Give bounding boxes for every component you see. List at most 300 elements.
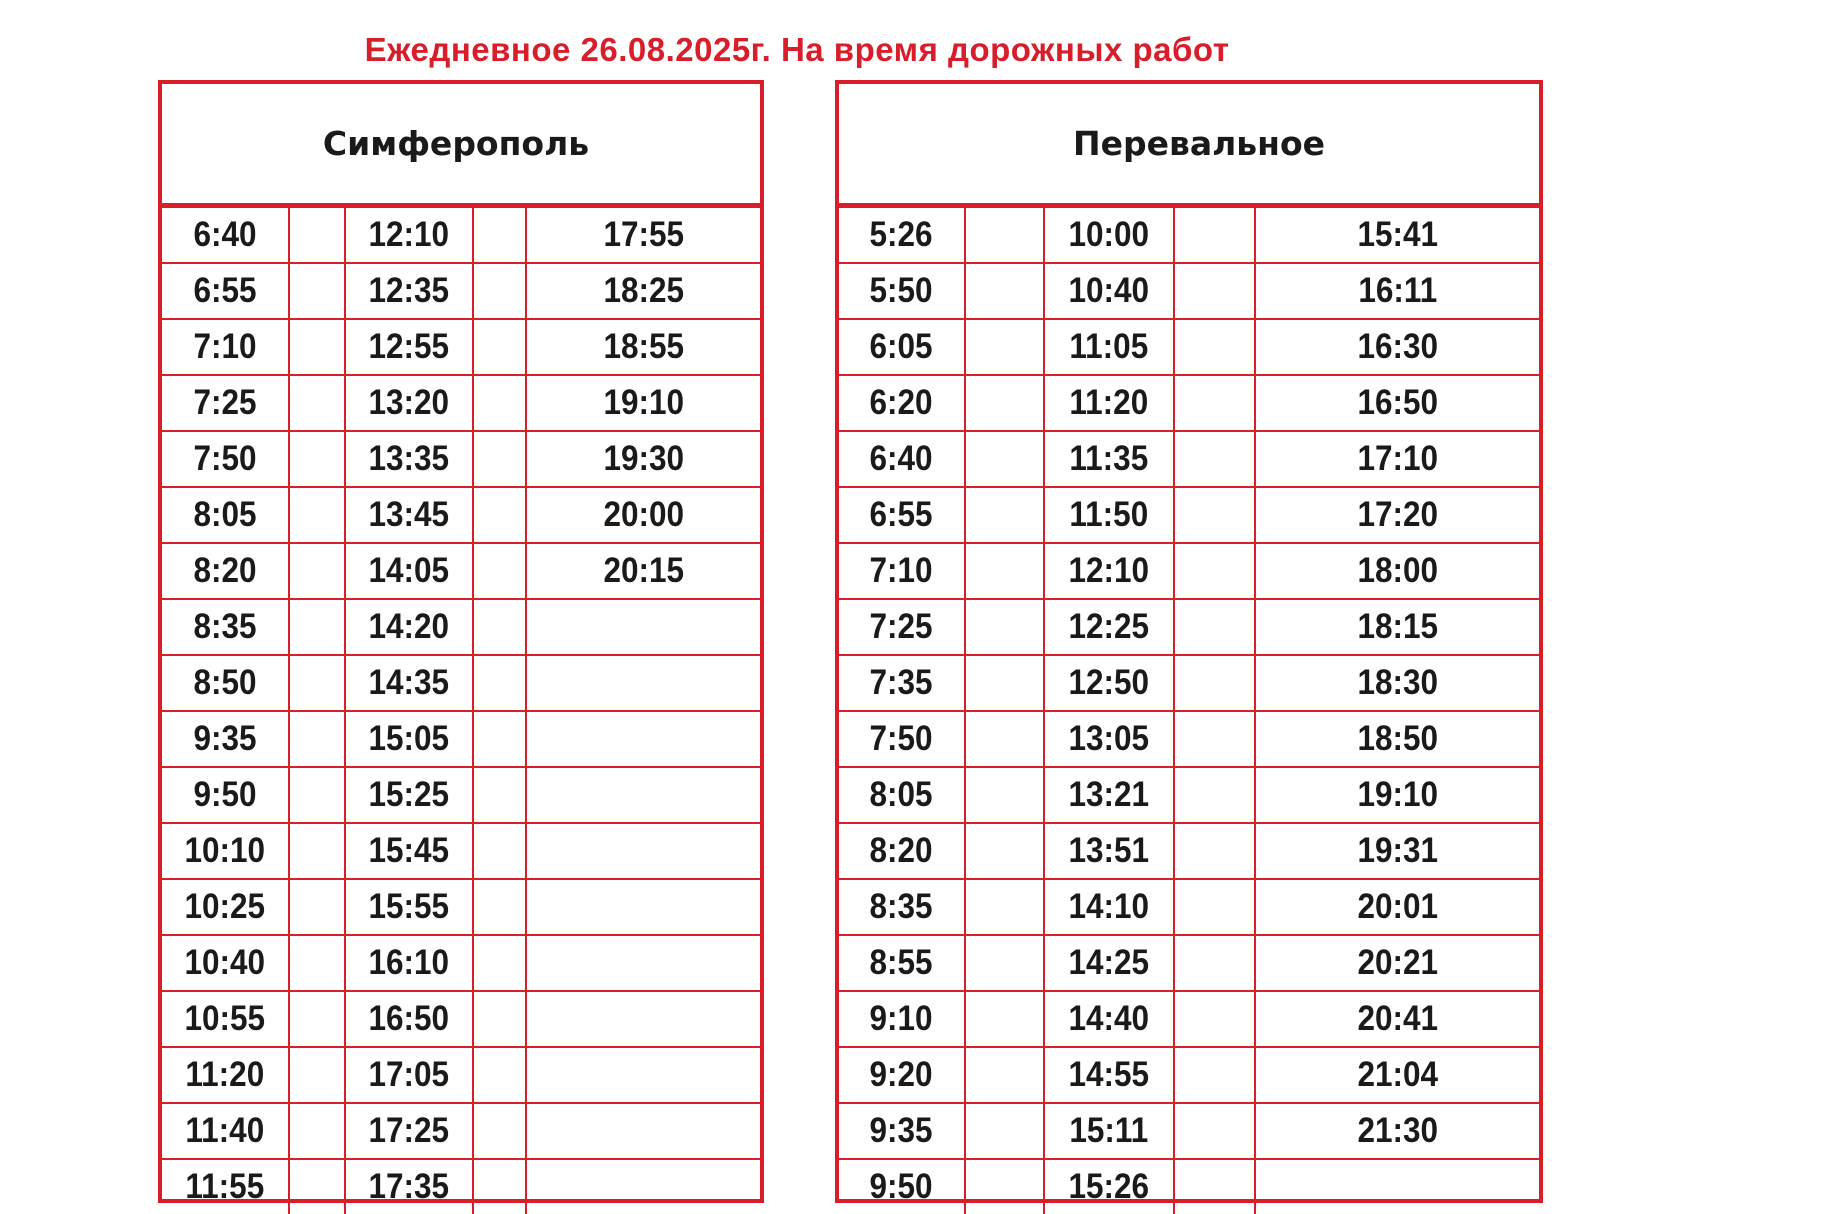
timetable-row <box>162 823 760 879</box>
departure-time: 15:45 <box>368 831 450 870</box>
timetable-row <box>162 263 760 319</box>
spacer-cell <box>473 487 526 543</box>
spacer-cell <box>289 487 345 543</box>
spacer-cell <box>1174 655 1255 711</box>
timetable-row <box>839 879 1539 935</box>
departure-time: 19:31 <box>1357 831 1438 870</box>
time-cell <box>1044 431 1174 487</box>
spacer-cell <box>473 1047 526 1103</box>
spacer-cell <box>1174 375 1255 431</box>
departure-time: 9:20 <box>869 1055 934 1094</box>
time-cell <box>526 319 760 375</box>
departure-time: 16:10 <box>368 943 450 982</box>
time-cell <box>526 431 760 487</box>
timetable-row <box>162 319 760 375</box>
spacer-cell <box>289 543 345 599</box>
departure-time: 14:55 <box>1068 1055 1150 1094</box>
departure-time: 10:25 <box>184 887 266 926</box>
departure-time: 17:10 <box>1357 439 1438 478</box>
time-cell <box>162 375 289 431</box>
time-cell <box>839 1047 965 1103</box>
spacer-cell <box>965 319 1044 375</box>
time-cell <box>345 1047 473 1103</box>
time-cell <box>345 1103 473 1159</box>
departure-time: 13:45 <box>368 495 450 534</box>
spacer-cell <box>289 935 345 991</box>
departure-time: 5:26 <box>869 215 934 254</box>
departure-time: 9:50 <box>869 1167 934 1206</box>
departure-time: 11:20 <box>1069 383 1149 422</box>
timetable-row <box>839 375 1539 431</box>
spacer-cell <box>473 208 526 263</box>
time-cell <box>839 208 965 263</box>
departure-time: 8:05 <box>869 775 934 814</box>
spacer-cell <box>473 319 526 375</box>
time-cell <box>526 487 760 543</box>
departure-time: 16:50 <box>368 999 450 1038</box>
departure-time: 12:10 <box>1068 551 1150 590</box>
time-cell <box>526 655 760 711</box>
departure-time: 11:50 <box>1069 495 1149 534</box>
spacer-cell <box>473 1159 526 1214</box>
time-cell <box>526 375 760 431</box>
departure-time: 6:20 <box>869 383 934 422</box>
timetable-row <box>162 1103 760 1159</box>
spacer-cell <box>473 767 526 823</box>
time-cell <box>839 879 965 935</box>
departure-time: 12:55 <box>368 327 450 366</box>
time-cell <box>1044 375 1174 431</box>
time-cell <box>1044 543 1174 599</box>
time-cell <box>345 1159 473 1214</box>
departure-time: 9:10 <box>869 999 934 1038</box>
time-cell <box>1255 487 1539 543</box>
departure-time: 12:10 <box>368 215 450 254</box>
departure-time: 11:40 <box>185 1111 265 1150</box>
time-cell <box>1044 879 1174 935</box>
time-cell <box>839 767 965 823</box>
spacer-cell <box>473 879 526 935</box>
departure-time: 13:05 <box>1068 719 1150 758</box>
timetable-row <box>839 263 1539 319</box>
departure-time: 7:25 <box>193 383 257 422</box>
spacer-cell <box>965 1159 1044 1214</box>
spacer-cell <box>473 991 526 1047</box>
spacer-cell <box>473 263 526 319</box>
departure-time: 15:26 <box>1068 1167 1150 1206</box>
time-cell <box>526 879 760 935</box>
departure-time: 19:10 <box>1357 775 1438 814</box>
time-cell <box>345 823 473 879</box>
departure-time: 13:35 <box>368 439 450 478</box>
spacer-cell <box>1174 1159 1255 1214</box>
departure-time: 11:05 <box>1069 327 1149 366</box>
timetable-row <box>162 599 760 655</box>
departure-time: 21:04 <box>1357 1055 1438 1094</box>
schedule-title: Ежедневное 26.08.2025г. На время дорожных работ <box>364 31 1230 68</box>
spacer-cell <box>1174 991 1255 1047</box>
time-cell <box>526 543 760 599</box>
time-cell <box>839 375 965 431</box>
spacer-cell <box>965 375 1044 431</box>
time-cell <box>345 319 473 375</box>
departure-time: 15:11 <box>1069 1111 1149 1150</box>
time-cell <box>162 319 289 375</box>
time-cell <box>162 487 289 543</box>
time-cell <box>1044 655 1174 711</box>
time-cell <box>162 1047 289 1103</box>
time-cell <box>1044 1103 1174 1159</box>
timetable-row <box>162 711 760 767</box>
time-cell <box>1255 655 1539 711</box>
time-cell <box>1044 1047 1174 1103</box>
spacer-cell <box>1174 599 1255 655</box>
timetable-row <box>162 879 760 935</box>
time-cell <box>162 599 289 655</box>
time-cell <box>839 599 965 655</box>
departure-time: 20:01 <box>1357 887 1438 926</box>
departure-time: 8:05 <box>193 495 257 534</box>
time-cell <box>1044 319 1174 375</box>
spacer-cell <box>289 655 345 711</box>
departure-time: 12:50 <box>1068 663 1150 702</box>
time-cell <box>345 208 473 263</box>
timetable-row <box>839 711 1539 767</box>
time-cell <box>345 711 473 767</box>
timetable-row <box>162 208 760 263</box>
spacer-cell <box>1174 431 1255 487</box>
time-cell <box>345 879 473 935</box>
time-cell <box>1255 431 1539 487</box>
spacer-cell <box>965 263 1044 319</box>
time-cell <box>162 1159 289 1214</box>
spacer-cell <box>1174 1103 1255 1159</box>
spacer-cell <box>965 487 1044 543</box>
spacer-cell <box>473 935 526 991</box>
departure-time: 18:30 <box>1357 663 1438 702</box>
time-cell <box>1255 711 1539 767</box>
spacer-cell <box>473 823 526 879</box>
spacer-cell <box>965 711 1044 767</box>
departure-time: 19:30 <box>603 439 684 478</box>
departure-time: 13:21 <box>1068 775 1150 814</box>
timetable-row <box>839 935 1539 991</box>
departure-time: 9:35 <box>869 1111 934 1150</box>
time-cell <box>839 711 965 767</box>
departure-time: 5:50 <box>869 271 934 310</box>
spacer-cell <box>289 431 345 487</box>
spacer-cell <box>289 711 345 767</box>
timetable-row <box>839 991 1539 1047</box>
departure-time: 18:15 <box>1357 607 1438 646</box>
time-cell <box>839 823 965 879</box>
time-cell <box>1255 1047 1539 1103</box>
time-cell <box>1255 375 1539 431</box>
departure-time: 13:51 <box>1068 831 1150 870</box>
spacer-cell <box>473 655 526 711</box>
time-cell <box>839 655 965 711</box>
departure-time: 15:41 <box>1357 215 1438 254</box>
spacer-cell <box>289 319 345 375</box>
spacer-cell <box>289 1047 345 1103</box>
departure-time: 16:11 <box>1358 271 1437 310</box>
time-cell <box>345 431 473 487</box>
time-cell <box>839 263 965 319</box>
departure-time: 19:10 <box>603 383 684 422</box>
spacer-cell <box>289 823 345 879</box>
departure-time: 20:21 <box>1357 943 1438 982</box>
spacer-cell <box>965 431 1044 487</box>
time-cell <box>345 263 473 319</box>
spacer-cell <box>473 599 526 655</box>
spacer-cell <box>1174 263 1255 319</box>
time-cell <box>1255 823 1539 879</box>
panel-simferopol <box>158 80 764 1206</box>
departure-time: 11:35 <box>1069 439 1149 478</box>
time-cell <box>345 767 473 823</box>
time-cell <box>1255 935 1539 991</box>
spacer-cell <box>473 711 526 767</box>
timetable-row <box>839 319 1539 375</box>
time-cell <box>162 208 289 263</box>
time-cell <box>1044 991 1174 1047</box>
departure-time: 15:05 <box>368 719 450 758</box>
panel-perevalnoe <box>835 80 1543 1206</box>
timetable-row <box>162 431 760 487</box>
timetable-row <box>162 1047 760 1103</box>
departure-time: 20:00 <box>603 495 684 534</box>
departure-time: 7:50 <box>869 719 934 758</box>
time-cell <box>345 487 473 543</box>
time-cell <box>839 431 965 487</box>
time-cell <box>526 263 760 319</box>
timetable-row <box>162 543 760 599</box>
departure-time: 8:35 <box>869 887 934 926</box>
time-cell <box>1044 208 1174 263</box>
time-cell <box>1255 1159 1539 1214</box>
spacer-cell <box>965 543 1044 599</box>
timetable-row <box>162 1159 760 1214</box>
time-cell <box>839 487 965 543</box>
departure-time: 9:50 <box>193 775 257 814</box>
time-cell <box>1044 263 1174 319</box>
time-cell <box>839 1159 965 1214</box>
departure-time: 14:05 <box>368 551 450 590</box>
time-cell <box>345 599 473 655</box>
spacer-cell <box>965 823 1044 879</box>
time-cell <box>162 1103 289 1159</box>
spacer-cell <box>289 599 345 655</box>
timetable-row <box>839 1159 1539 1214</box>
time-cell <box>1255 543 1539 599</box>
departure-time: 10:55 <box>184 999 266 1038</box>
spacer-cell <box>473 1103 526 1159</box>
time-cell <box>1255 599 1539 655</box>
departure-time: 18:00 <box>1357 551 1438 590</box>
time-cell <box>1255 767 1539 823</box>
timetable-row <box>839 1103 1539 1159</box>
spacer-cell <box>289 208 345 263</box>
time-cell <box>1044 823 1174 879</box>
time-cell <box>526 1159 760 1214</box>
time-cell <box>839 1103 965 1159</box>
timetable-row <box>162 375 760 431</box>
time-cell <box>162 767 289 823</box>
timetable-row <box>839 543 1539 599</box>
spacer-cell <box>965 1103 1044 1159</box>
spacer-cell <box>1174 319 1255 375</box>
time-cell <box>526 991 760 1047</box>
timetable-row <box>162 991 760 1047</box>
time-cell <box>162 431 289 487</box>
departure-time: 7:35 <box>869 663 934 702</box>
spacer-cell <box>473 375 526 431</box>
departure-time: 10:00 <box>1068 215 1150 254</box>
departure-time: 10:10 <box>184 831 266 870</box>
spacer-cell <box>289 263 345 319</box>
departure-time: 7:10 <box>869 551 934 590</box>
time-cell <box>1255 1103 1539 1159</box>
departure-time: 7:10 <box>193 327 257 366</box>
time-cell <box>1044 1159 1174 1214</box>
time-cell <box>526 208 760 263</box>
departure-time: 18:55 <box>603 327 684 366</box>
spacer-cell <box>1174 711 1255 767</box>
time-cell <box>345 543 473 599</box>
departure-time: 14:10 <box>1068 887 1150 926</box>
departure-time: 8:35 <box>193 607 257 646</box>
time-cell <box>526 823 760 879</box>
spacer-cell <box>1174 823 1255 879</box>
departure-time: 10:40 <box>184 943 266 982</box>
time-cell <box>839 543 965 599</box>
time-cell <box>162 823 289 879</box>
spacer-cell <box>965 935 1044 991</box>
station-header-perevalnoe: Перевальное <box>839 84 1539 208</box>
departure-time: 14:35 <box>368 663 450 702</box>
time-cell <box>162 655 289 711</box>
spacer-cell <box>289 375 345 431</box>
departure-time: 16:30 <box>1357 327 1438 366</box>
spacer-cell <box>289 1159 345 1214</box>
time-cell <box>526 599 760 655</box>
departure-time: 18:25 <box>603 271 684 310</box>
time-cell <box>1255 879 1539 935</box>
spacer-cell <box>1174 487 1255 543</box>
timetable-row <box>162 655 760 711</box>
timetable-row <box>839 823 1539 879</box>
time-cell <box>162 711 289 767</box>
spacer-cell <box>965 991 1044 1047</box>
departure-time: 6:40 <box>193 215 257 254</box>
departure-time: 6:05 <box>869 327 934 366</box>
timetable-row <box>839 655 1539 711</box>
departure-time: 8:20 <box>193 551 257 590</box>
spacer-cell <box>965 879 1044 935</box>
spacer-cell <box>965 767 1044 823</box>
spacer-cell <box>1174 543 1255 599</box>
spacer-cell <box>1174 1047 1255 1103</box>
spacer-cell <box>965 655 1044 711</box>
timetable-row <box>839 487 1539 543</box>
time-cell <box>526 711 760 767</box>
timetable-simferopol <box>162 208 760 1214</box>
departure-time: 17:55 <box>603 215 684 254</box>
departure-time: 14:40 <box>1068 999 1150 1038</box>
spacer-cell <box>289 767 345 823</box>
time-cell <box>162 543 289 599</box>
departure-time: 8:50 <box>193 663 257 702</box>
departure-time: 17:35 <box>368 1167 450 1206</box>
timetable-row <box>162 487 760 543</box>
departure-time: 11:20 <box>185 1055 265 1094</box>
timetable-row <box>839 1047 1539 1103</box>
time-cell <box>839 935 965 991</box>
time-cell <box>1255 991 1539 1047</box>
departure-time: 6:40 <box>869 439 934 478</box>
time-cell <box>526 1103 760 1159</box>
departure-time: 16:50 <box>1357 383 1438 422</box>
time-cell <box>162 991 289 1047</box>
spacer-cell <box>1174 935 1255 991</box>
timetable-row <box>839 431 1539 487</box>
departure-time: 7:50 <box>193 439 257 478</box>
time-cell <box>1044 487 1174 543</box>
timetable-row <box>839 599 1539 655</box>
time-cell <box>526 935 760 991</box>
time-cell <box>345 935 473 991</box>
spacer-cell <box>289 991 345 1047</box>
departure-time: 9:35 <box>193 719 257 758</box>
spacer-cell <box>965 599 1044 655</box>
departure-time: 12:25 <box>1068 607 1150 646</box>
time-cell <box>345 991 473 1047</box>
departure-time: 10:40 <box>1068 271 1150 310</box>
departure-time: 13:20 <box>368 383 450 422</box>
spacer-cell <box>289 879 345 935</box>
time-cell <box>526 1047 760 1103</box>
time-cell <box>526 767 760 823</box>
timetable-row <box>162 935 760 991</box>
departure-time: 15:25 <box>368 775 450 814</box>
departure-time: 18:50 <box>1357 719 1438 758</box>
spacer-cell <box>965 208 1044 263</box>
spacer-cell <box>473 431 526 487</box>
spacer-cell <box>473 543 526 599</box>
departure-time: 8:55 <box>869 943 934 982</box>
time-cell <box>1044 767 1174 823</box>
departure-time: 11:55 <box>185 1167 265 1206</box>
timetable-perevalnoe <box>839 208 1539 1214</box>
time-cell <box>1255 263 1539 319</box>
timetable-row <box>162 767 760 823</box>
time-cell <box>1255 208 1539 263</box>
timetable-row <box>839 767 1539 823</box>
time-cell <box>839 991 965 1047</box>
departure-time: 14:20 <box>368 607 450 646</box>
time-cell <box>1044 935 1174 991</box>
time-cell <box>162 879 289 935</box>
departure-time: 20:15 <box>603 551 684 590</box>
departure-time: 7:25 <box>869 607 934 646</box>
departure-time: 12:35 <box>368 271 450 310</box>
time-cell <box>1044 599 1174 655</box>
departure-time: 6:55 <box>193 271 257 310</box>
time-cell <box>345 375 473 431</box>
departure-time: 17:05 <box>368 1055 450 1094</box>
station-header-simferopol: Симферополь <box>162 84 760 208</box>
time-cell <box>162 935 289 991</box>
